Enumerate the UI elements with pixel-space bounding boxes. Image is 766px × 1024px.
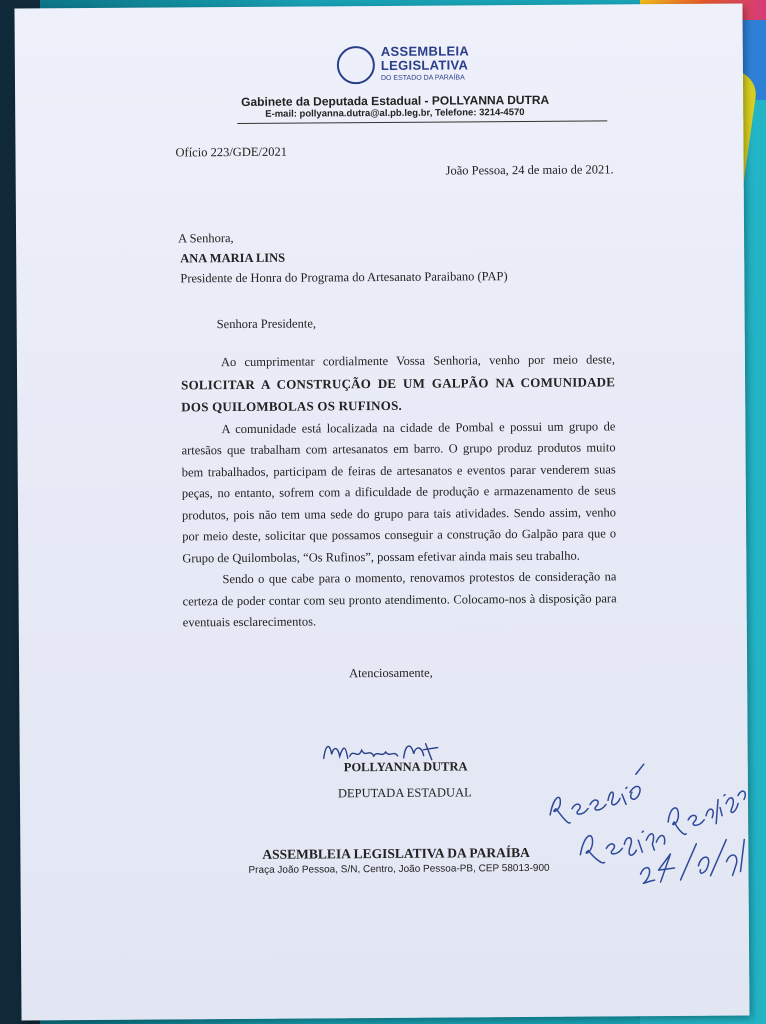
assembly-emblem-icon (337, 46, 375, 84)
request-highlight: SOLICITAR A CONSTRUÇÃO DE UM GALPÃO NA COMUNIDADE DOS QUILOMBOLAS OS RUFINOS. (181, 373, 616, 415)
office-header-title: Gabinete da Deputada Estadual - POLLYANNA DUTRA (241, 92, 550, 109)
paragraph-intro-text: Ao cumprimentar cordialmente Vossa Senhoria, venho por meio deste, (220, 352, 615, 370)
paragraph-intro (181, 349, 615, 419)
header-divider (237, 120, 607, 124)
paragraph-community: A comunidade está localizada na cidade de Pombal e possui um grupo de artesãos que trabalham com artesanatos em barro. O grupo produz produtos muito bem trabalhados, participam de feiras de artesanatos e eventos parar venderem suas peças, no entanto, sofrem com a dificuldade de produção e armazenamento de seus produtos, pois não tem uma sede do grupo para tais atividades. Sendo assim, venho por meio deste, solicitar que possamos conseguir a construção do Galpão para que o Grupo de Quilombolas, “Os Rufinos”, possam efetivar ainda mais seu trabalho. (181, 418, 617, 565)
signer-role: DEPUTADA ESTADUAL (337, 785, 472, 801)
logo-line-1: ASSEMBLEIA (380, 43, 470, 59)
recipient-role: Presidente de Honra do Programa do Artesanato Paraibano (PAP) (180, 269, 508, 286)
letter-reference: Ofício 223/GDE/2021 (175, 144, 287, 160)
recipient-name: ANA MARIA LINS (180, 250, 286, 266)
logo-line-3: DO ESTADO DA PARAÍBA (380, 74, 465, 82)
recipient-label: A Senhora, (178, 231, 234, 246)
footer-institution: ASSEMBLEIA LEGISLATIVA DA PARAÍBA (262, 844, 530, 862)
paragraph-closing: Sendo o que cabe para o momento, renovamos protestos de consideração na certeza de poder contar com seu pronto atendimento. Colocamo-nos à disposição para eventuais esclarecimentos. (182, 569, 617, 630)
letter-sheet (14, 3, 749, 1020)
receipt-handwriting (539, 703, 750, 894)
salutation: Senhora Presidente, (216, 316, 317, 332)
footer-address: Praça João Pessoa, S/N, Centro, João Pessoa-PB, CEP 58013-900 (248, 862, 550, 876)
signer-name: POLLYANNA DUTRA (343, 759, 468, 775)
assembly-logo (337, 43, 487, 90)
logo-line-2: LEGISLATIVA (380, 57, 469, 73)
office-header-contact: E-mail: pollyanna.dutra@al.pb.leg.br, Telefone: 3214-4570 (265, 106, 525, 120)
closing-phrase: Atenciosamente, (349, 665, 433, 681)
letter-body (181, 349, 617, 634)
letter-date: João Pessoa, 24 de maio de 2021. (445, 162, 614, 178)
